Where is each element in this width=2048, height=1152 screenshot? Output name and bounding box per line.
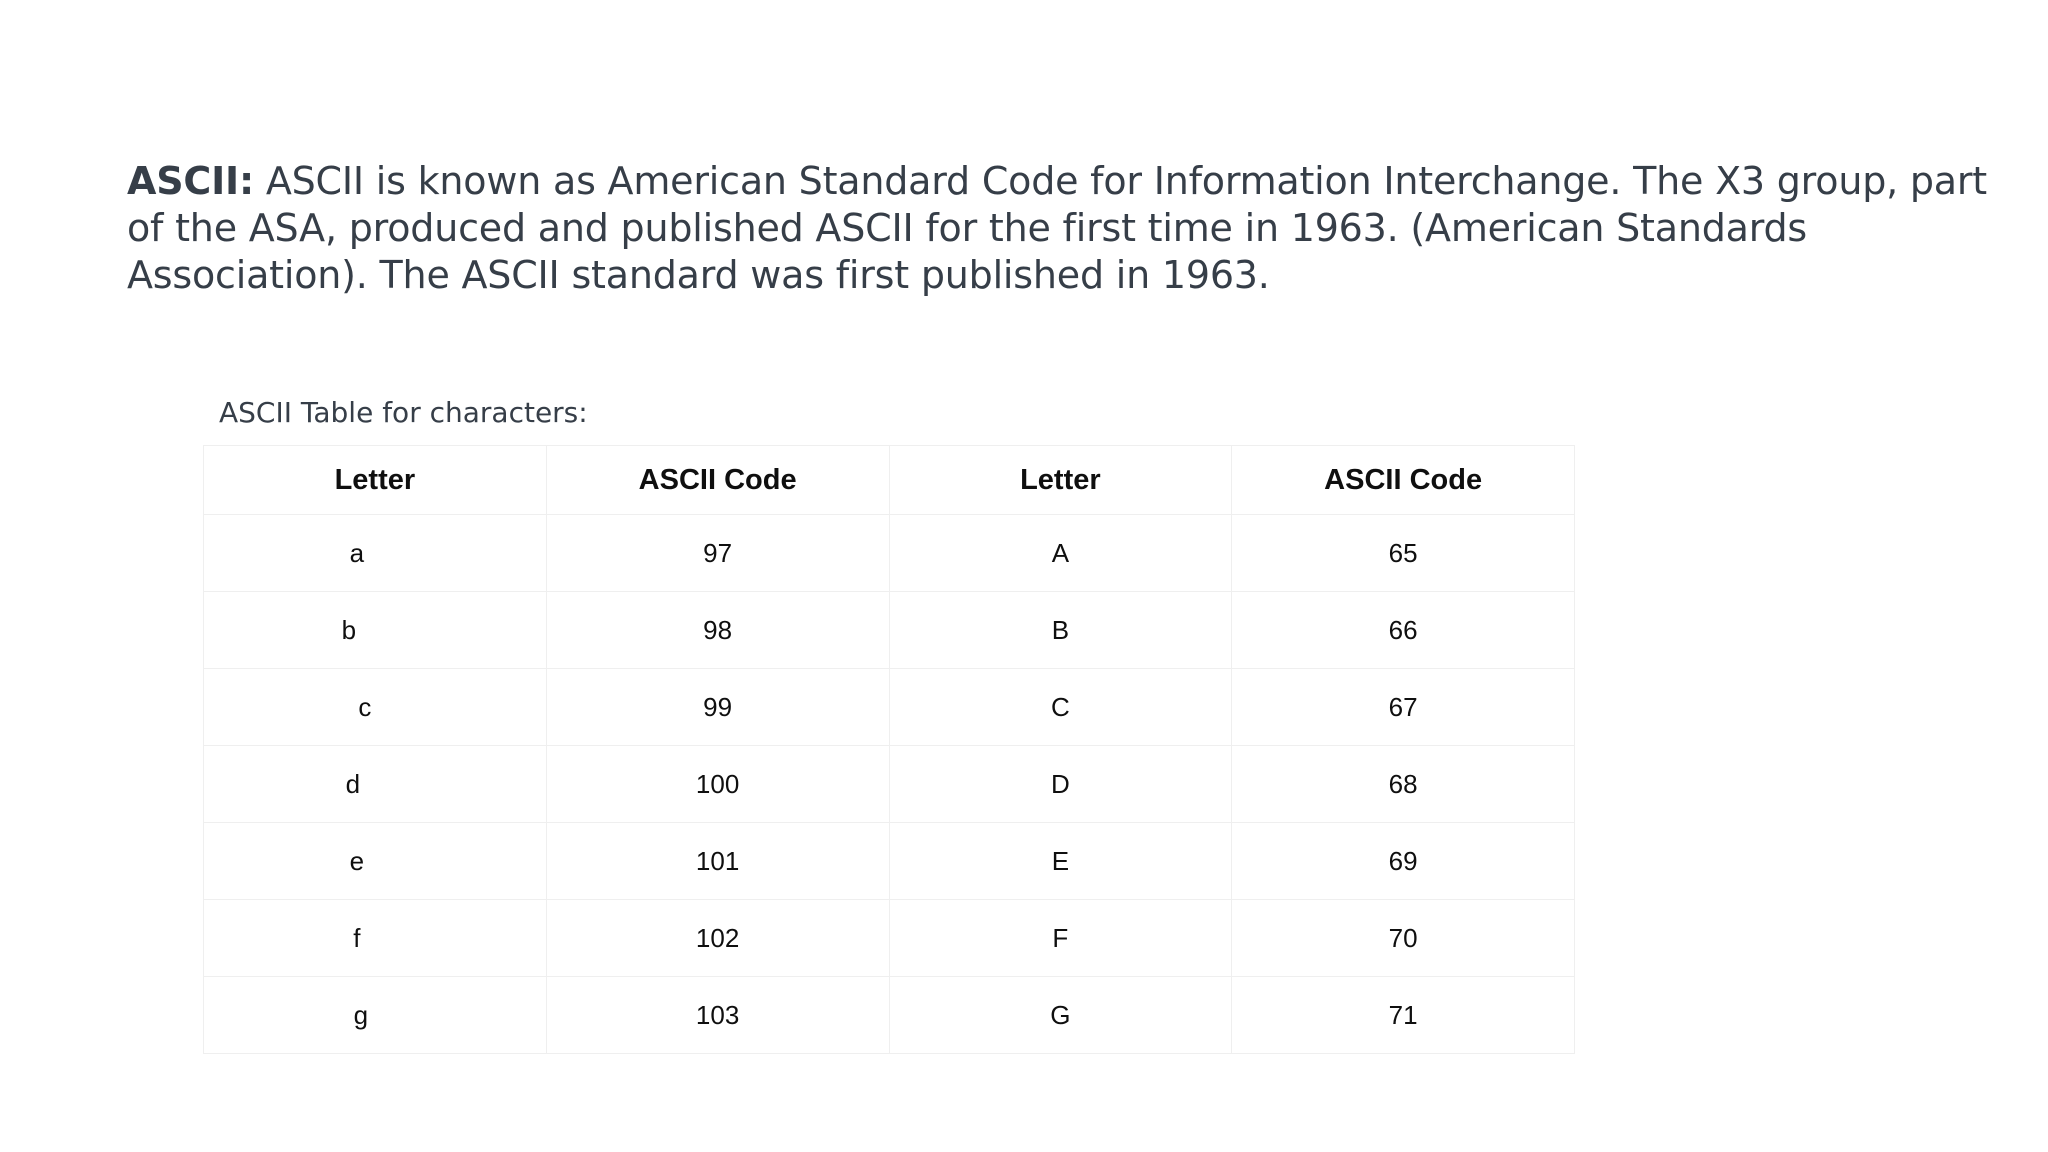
intro-paragraph — [127, 158, 1987, 299]
table-cell: 98 — [546, 592, 889, 669]
table-cell — [204, 592, 547, 669]
table-cell: E — [889, 823, 1232, 900]
table-cell: 97 — [546, 515, 889, 592]
table-cell: D — [889, 746, 1232, 823]
table-cell: 100 — [546, 746, 889, 823]
table-cell: C — [889, 669, 1232, 746]
column-header: Letter — [204, 446, 547, 515]
table-cell: A — [889, 515, 1232, 592]
intro-text: ASCII is known as American Standard Code for Information Interchange. The X3 group, part of the ASA, produced and published ASCII for the first time in 1963. (American Standards Association). The ASCII standard was first published in 1963. — [127, 159, 1988, 297]
table-caption: ASCII Table for characters: — [219, 396, 588, 429]
table-cell — [204, 900, 547, 977]
table-row — [204, 823, 1575, 900]
ascii-table — [203, 445, 1575, 1054]
table-cell: 68 — [1232, 746, 1575, 823]
table-cell: 67 — [1232, 669, 1575, 746]
table-row — [204, 746, 1575, 823]
table-cell: G — [889, 977, 1232, 1054]
table-cell — [204, 823, 547, 900]
table-cell: F — [889, 900, 1232, 977]
table-cell: 71 — [1232, 977, 1575, 1054]
cell-text: c — [358, 691, 372, 722]
table-row — [204, 515, 1575, 592]
table-cell — [204, 977, 547, 1054]
table-cell: 66 — [1232, 592, 1575, 669]
cell-text: a — [349, 537, 365, 568]
table-cell: 70 — [1232, 900, 1575, 977]
table-cell: 101 — [546, 823, 889, 900]
table-cell: B — [889, 592, 1232, 669]
table-cell: 99 — [546, 669, 889, 746]
table-row — [204, 977, 1575, 1054]
column-header: ASCII Code — [1232, 446, 1575, 515]
table-cell — [204, 515, 547, 592]
table-cell: 65 — [1232, 515, 1575, 592]
table-row — [204, 669, 1575, 746]
table-header-row — [204, 446, 1575, 515]
table-row — [204, 900, 1575, 977]
cell-text: b — [341, 614, 357, 645]
intro-term: ASCII: — [127, 159, 254, 203]
table-cell: 69 — [1232, 823, 1575, 900]
cell-text: e — [349, 845, 365, 876]
cell-text: g — [353, 999, 369, 1030]
table-row — [204, 592, 1575, 669]
table-cell — [204, 746, 547, 823]
table-cell: 102 — [546, 900, 889, 977]
table-cell — [204, 669, 547, 746]
cell-text: d — [345, 768, 361, 799]
table-cell: 103 — [546, 977, 889, 1054]
column-header: Letter — [889, 446, 1232, 515]
column-header: ASCII Code — [546, 446, 889, 515]
cell-text: f — [353, 922, 361, 953]
